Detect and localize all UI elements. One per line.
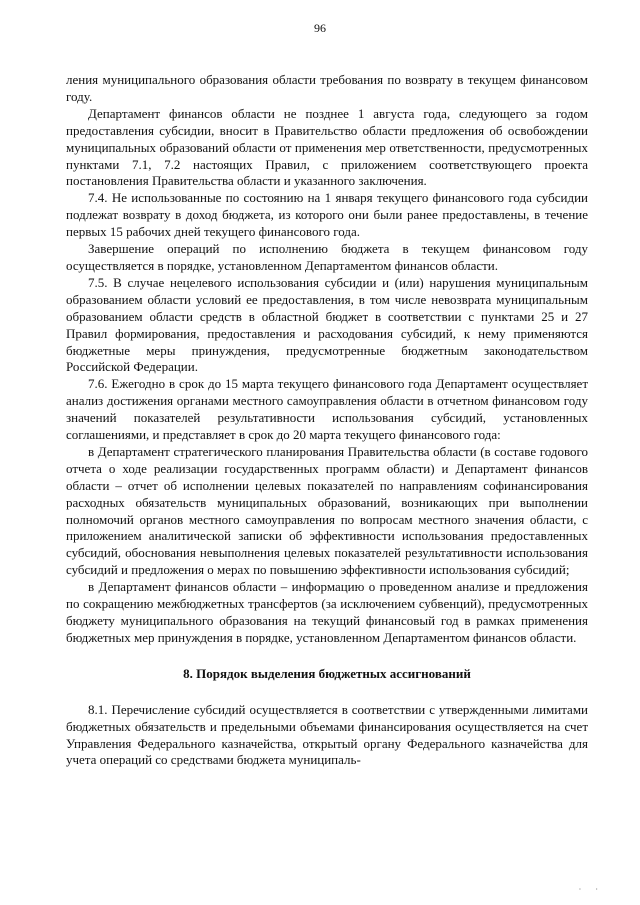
paragraph: в Департамент стратегического планирования Правительства области (в составе годового отчета о ходе реализации государственных программ области) и Департамент финансов области – отчет об исполнении целевых показателей по направлениям софинансирования расходных обязательств муниципальных образований, возникающих при выполнении полномочий органов местного самоуправления по вопросам местного значения области, с приложением аналитической записки об эффективности использования предоставленных субсидий, обоснования невыполнения целевых показателей результативности использования субсидий и предложения о мерах по повышению эффективности использования субсидий;	[66, 443, 588, 578]
paragraph: ления муниципального образования области требования по возврату в текущем финансовом году.	[66, 72, 588, 104]
paragraphs-after-heading	[66, 702, 588, 770]
paragraph: 7.4. Не использованные по состоянию на 1 января текущего финансового года субсидии подлежат возврату в доход бюджета, из которого они были ранее предоставлены, в течение первых 15 рабочих дней текущего финансового года.	[66, 190, 588, 240]
section-heading: 8. Порядок выделения бюджетных ассигнований	[183, 665, 471, 681]
paragraph: Завершение операций по исполнению бюджета в текущем финансовом году осуществляется в порядке, установленном Департаментом финансов области.	[66, 241, 588, 273]
paragraph: 7.5. В случае нецелевого использования субсидии и (или) нарушения муниципальным образованием области условий ее предоставления, в том числе невозврата муниципальным образованием области средств в областной бюджет в соответствии с пунктами 25 и 27 Правил формирования, предоставления и расходования субсидий, к нему применяются бюджетные меры принуждения, предусмотренные бюджетным законодательством Российской Федерации.	[66, 274, 588, 375]
document-body	[66, 72, 588, 769]
paragraph: 7.6. Ежегодно в срок до 15 марта текущего финансового года Департамент осуществляет анализ достижения органами местного самоуправления области в отчетном финансовом году значений показателей результативности использования субсидий, установленных соглашениями, и представляет в срок до 20 марта текущего финансового года:	[66, 376, 588, 443]
paragraph: 8.1. Перечисление субсидий осуществляется в соответствии с утвержденными лимитами бюджетных обязательств и предельными объемами финансирования осуществляется на счет Управления Федерального казначейства, открытый органу Федерального казначейства для учета операций со средствами бюджета муниципаль-	[66, 701, 588, 768]
paragraph: Департамент финансов области не позднее 1 августа года, следующего за годом предоставления субсидии, вносит в Правительство области предложения об освобождении муниципальных образований области от применения мер ответственности, предусмотренных пунктами 7.1, 7.2 настоящих Правил, с приложением соответствующего проекта постановления Правительства области и указанного заключения.	[66, 105, 588, 189]
paragraph: в Департамент финансов области – информацию о проведенном анализе и предложения по сокращению межбюджетных трансфертов (за исключением субвенций), предусмотренных бюджету муниципального образования на текущий финансовый год в рамках применения бюджетных мер принуждения в порядке, установленном Департаментом финансов области.	[66, 579, 588, 645]
page-number: 96	[314, 21, 326, 35]
corner-mark: · ·	[578, 885, 604, 895]
paragraphs-before-heading	[66, 72, 588, 647]
